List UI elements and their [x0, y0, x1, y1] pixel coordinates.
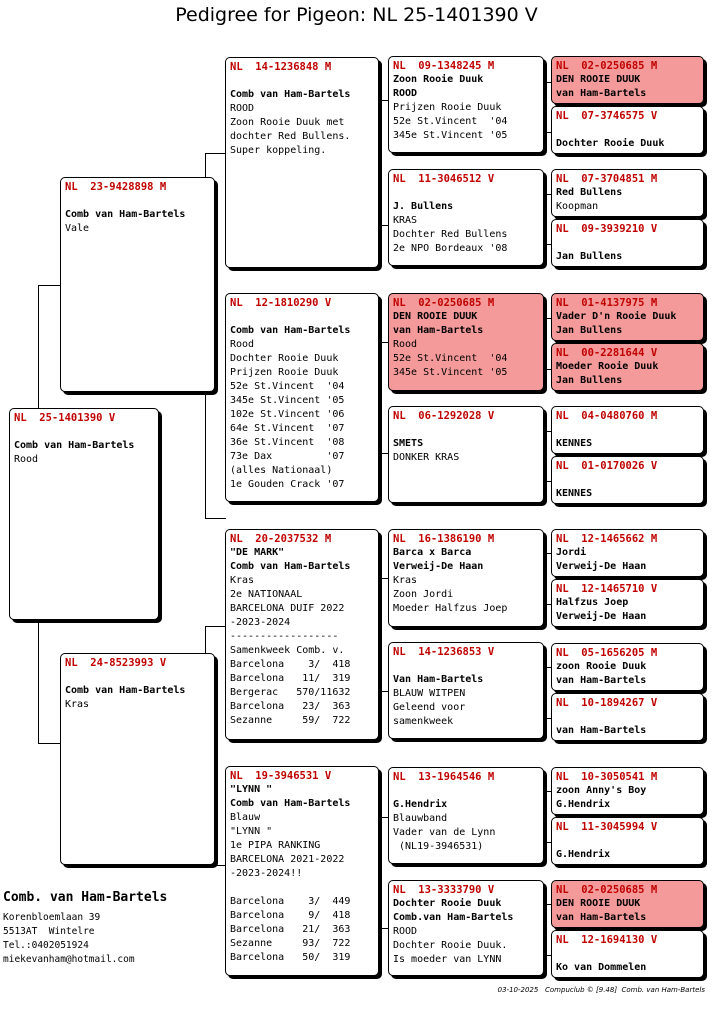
ring-number: NL 04-0480760 M: [556, 410, 658, 422]
ring-number: NL 11-3046512 V: [393, 173, 495, 185]
bird-detail-line: Dochter Red Bullens: [393, 229, 508, 240]
owner-block: [3, 890, 167, 967]
bird-detail-line: Barcelona 9/ 418: [230, 910, 351, 921]
bird-detail-line: [556, 123, 699, 137]
bird-detail-line: Geleend voor: [393, 702, 466, 713]
bird-detail-line: Verweij-De Haan: [393, 561, 484, 572]
bird-detail-line: KENNES: [556, 438, 593, 449]
bird-detail-line: 1e Gouden Crack '07: [230, 479, 345, 490]
bird-card-great-great-grandparent[interactable]: [551, 643, 704, 691]
ring-number: NL 06-1292028 V: [393, 410, 495, 422]
bird-details: [556, 834, 699, 862]
bird-detail-line: -2023-2024!!: [230, 868, 303, 879]
bird-detail-line: Kras: [230, 575, 255, 586]
bird-detail-line: Verweij-De Haan: [556, 611, 647, 622]
bird-detail-line: Samenkweek Comb. v.: [230, 645, 345, 656]
bird-detail-line: zoon Rooie Duuk: [556, 661, 647, 672]
bird-details: [393, 73, 539, 143]
bird-card-great-grandparent[interactable]: [388, 880, 544, 976]
ring-number: NL 13-3333790 V: [393, 884, 495, 896]
ring-number: NL 12-1465662 M: [556, 533, 658, 545]
bird-detail-line: Sezanne 93/ 722: [230, 938, 351, 949]
bird-details: [393, 186, 539, 256]
bird-detail-line: Dochter Rooie Duuk: [230, 353, 339, 364]
bird-detail-line: [556, 834, 699, 848]
bird-detail-line: Comb van Ham-Bartels: [230, 798, 351, 809]
bird-details: [556, 546, 699, 574]
bird-detail-line: 52e St.Vincent '04: [230, 381, 345, 392]
bird-card-great-great-grandparent[interactable]: [551, 529, 704, 577]
ring-number: NL 12-1465710 V: [556, 583, 658, 595]
ring-number: NL 10-3050541 M: [556, 771, 658, 783]
bird-detail-line: Jan Bullens: [556, 375, 623, 386]
bird-detail-line: KRAS: [393, 215, 418, 226]
bird-card-grandparent[interactable]: [225, 293, 379, 502]
ring-number: NL 09-1348245 M: [393, 60, 495, 72]
bird-detail-line: 345e St.Vincent '05: [230, 395, 345, 406]
bird-detail-line: DEN ROOIE DUUK: [393, 311, 478, 322]
bird-detail-line: Dochter Rooie Duuk: [556, 138, 665, 149]
bird-card-great-great-grandparent[interactable]: [551, 817, 704, 865]
bird-detail-line: [393, 423, 539, 437]
bird-details: [556, 123, 699, 151]
bird-details: [14, 425, 154, 467]
bird-detail-line: 36e St.Vincent '08: [230, 437, 345, 448]
bird-card-sire[interactable]: [60, 177, 215, 392]
bird-detail-line: Dochter Rooie Duuk: [393, 898, 502, 909]
bird-detail-line: Barcelona 3/ 418: [230, 659, 351, 670]
bird-detail-line: Jan Bullens: [556, 251, 623, 262]
bird-detail-line: [230, 310, 374, 324]
bird-detail-line: [393, 659, 539, 673]
bird-detail-line: [65, 194, 210, 208]
bird-detail-line: G.Hendrix: [393, 799, 448, 810]
bird-detail-line: BARCELONA 2021-2022: [230, 854, 345, 865]
bird-detail-line: KENNES: [556, 488, 593, 499]
bird-detail-line: [230, 74, 374, 88]
bird-detail-line: [556, 947, 699, 961]
bird-detail-line: 52e St.Vincent '04: [393, 353, 508, 364]
bird-details: [556, 596, 699, 624]
bird-detail-line: van Ham-Bartels: [556, 912, 647, 923]
bird-details: [556, 710, 699, 738]
bird-detail-line: Barcelona 23/ 363: [230, 701, 351, 712]
bird-card-great-great-grandparent[interactable]: [551, 880, 704, 928]
bird-detail-line: Super koppeling.: [230, 145, 327, 156]
bird-card-great-great-grandparent[interactable]: [551, 293, 704, 341]
bird-details: [65, 194, 210, 236]
owner-address: Korenbloemlaan 39: [3, 912, 101, 923]
bird-details: [393, 659, 539, 729]
bird-details: [556, 897, 699, 925]
bird-detail-line: van Ham-Bartels: [556, 725, 647, 736]
bird-detail-line: (NL19-3946531): [393, 841, 484, 852]
bird-detail-line: [556, 473, 699, 487]
bird-detail-line: [556, 710, 699, 724]
bird-detail-line: 64e St.Vincent '07: [230, 423, 345, 434]
ring-number: NL 02-0250685 M: [556, 60, 658, 72]
bird-detail-line: Kras: [393, 575, 418, 586]
bird-detail-line: SMETS: [393, 438, 424, 449]
bird-detail-line: Prijzen Rooie Duuk: [393, 102, 502, 113]
bird-detail-line: van Ham-Bartels: [556, 675, 647, 686]
ring-number: NL 14-1236848 M: [230, 61, 332, 73]
bird-card-great-great-grandparent[interactable]: [551, 169, 704, 217]
bird-detail-line: Kras: [65, 699, 90, 710]
bird-detail-line: 345e St.Vincent '05: [393, 130, 508, 141]
bird-detail-line: Moeder Rooie Duuk: [556, 361, 659, 372]
bird-details: [556, 73, 699, 101]
bird-card-great-great-grandparent[interactable]: [551, 579, 704, 627]
bird-card-great-great-grandparent[interactable]: [551, 693, 704, 741]
bird-detail-line: G.Hendrix: [556, 849, 611, 860]
bird-detail-line: Barcelona 50/ 319: [230, 952, 351, 963]
bird-details: [230, 783, 374, 965]
bird-detail-line: DEN ROOIE DUUK: [556, 74, 641, 85]
bird-detail-line: "LYNN ": [230, 826, 273, 837]
bird-detail-line: Zoon Rooie Duuk: [393, 74, 484, 85]
bird-details: [393, 784, 539, 854]
bird-detail-line: Van Ham-Bartels: [393, 674, 484, 685]
bird-card-great-great-grandparent[interactable]: [551, 56, 704, 104]
ring-number: NL 16-1386190 M: [393, 533, 495, 545]
bird-details: [65, 670, 210, 712]
bird-detail-line: Verweij-De Haan: [556, 561, 647, 572]
bird-detail-line: Barca x Barca: [393, 547, 472, 558]
bird-card-great-great-grandparent[interactable]: [551, 930, 704, 978]
bird-detail-line: [14, 425, 154, 439]
ring-number: NL 25-1401390 V: [14, 412, 116, 424]
bird-detail-line: "DE MARK": [230, 547, 285, 558]
bird-detail-line: Is moeder van LYNN: [393, 954, 502, 965]
bird-detail-line: Blauwband: [393, 813, 448, 824]
bird-detail-line: Zoon Jordi: [393, 589, 454, 600]
bird-details: [556, 360, 699, 388]
bird-detail-line: Blauw: [230, 812, 261, 823]
ring-number: NL 14-1236853 V: [393, 646, 495, 658]
bird-detail-line: -2023-2024: [230, 617, 291, 628]
ring-number: NL 13-1964546 M: [393, 771, 495, 783]
bird-detail-line: Comb van Ham-Bartels: [230, 561, 351, 572]
bird-details: [230, 546, 374, 728]
bird-detail-line: Jan Bullens: [556, 325, 623, 336]
bird-card-great-grandparent[interactable]: [388, 529, 544, 627]
bird-detail-line: Barcelona 3/ 449: [230, 896, 351, 907]
bird-detail-line: BLAUW WITPEN: [393, 688, 466, 699]
bird-card-great-great-grandparent[interactable]: [551, 767, 704, 815]
bird-card-great-grandparent[interactable]: [388, 56, 544, 153]
bird-detail-line: Comb van Ham-Bartels: [14, 440, 135, 451]
bird-detail-line: Vader D'n Rooie Duuk: [556, 311, 677, 322]
bird-details: [556, 310, 699, 338]
bird-detail-line: DEN ROOIE DUUK: [556, 898, 641, 909]
bird-card-subject[interactable]: [9, 408, 159, 620]
bird-detail-line: Zoon Rooie Duuk met: [230, 117, 345, 128]
bird-details: [393, 897, 539, 967]
bird-detail-line: Comb van Ham-Bartels: [230, 325, 351, 336]
bird-detail-line: Barcelona 21/ 363: [230, 924, 351, 935]
bird-detail-line: [393, 784, 539, 798]
bird-card-dam[interactable]: [60, 653, 215, 865]
bird-card-great-grandparent[interactable]: [388, 293, 544, 391]
bird-details: [230, 74, 374, 158]
owner-name: Comb. van Ham-Bartels: [3, 890, 168, 905]
bird-card-great-great-grandparent[interactable]: [551, 219, 704, 267]
bird-detail-line: Rood: [393, 339, 418, 350]
bird-card-great-great-grandparent[interactable]: [551, 406, 704, 454]
bird-detail-line: J. Bullens: [393, 201, 454, 212]
bird-detail-line: dochter Red Bullens.: [230, 131, 351, 142]
bird-detail-line: Rood: [230, 339, 255, 350]
ring-number: NL 20-2037532 M: [230, 533, 332, 545]
bird-detail-line: [393, 186, 539, 200]
footer-credits: 03-10-2025 Compuclub © [9.48] Comb. van Ham-Bartels: [497, 986, 705, 994]
bird-card-grandparent[interactable]: [225, 529, 379, 740]
bird-details: [556, 660, 699, 688]
bird-detail-line: Bergerac 570/11632: [230, 687, 351, 698]
ring-number: NL 12-1810290 V: [230, 297, 332, 309]
bird-card-grandparent[interactable]: [225, 57, 379, 268]
bird-detail-line: van Ham-Bartels: [556, 88, 647, 99]
bird-detail-line: Comb van Ham-Bartels: [230, 89, 351, 100]
bird-details: [230, 310, 374, 492]
bird-detail-line: Comb van Ham-Bartels: [65, 209, 186, 220]
bird-detail-line: Jordi: [556, 547, 587, 558]
ring-number: NL 01-4137975 M: [556, 297, 658, 309]
bird-card-great-grandparent[interactable]: [388, 169, 544, 266]
bird-card-great-great-grandparent[interactable]: [551, 343, 704, 391]
owner-phone: Tel.:0402051924: [3, 940, 89, 951]
bird-detail-line: 52e St.Vincent '04: [393, 116, 508, 127]
bird-detail-line: 345e St.Vincent '05: [393, 367, 508, 378]
bird-detail-line: Barcelona 11/ 319: [230, 673, 351, 684]
bird-detail-line: Comb.van Ham-Bartels: [393, 912, 514, 923]
bird-detail-line: ROOD: [393, 88, 418, 99]
ring-number: NL 10-1894267 V: [556, 697, 658, 709]
bird-detail-line: Red Bullens: [556, 187, 623, 198]
bird-details: [393, 423, 539, 465]
bird-detail-line: 2e NATIONAAL: [230, 589, 303, 600]
ring-number: NL 00-2281644 V: [556, 347, 658, 359]
bird-detail-line: Moeder Halfzus Joep: [393, 603, 508, 614]
bird-card-great-grandparent[interactable]: [388, 642, 544, 739]
bird-detail-line: ROOD: [393, 926, 418, 937]
bird-card-great-grandparent[interactable]: [388, 406, 544, 503]
bird-details: [556, 947, 699, 975]
bird-detail-line: Halfzus Joep: [556, 597, 629, 608]
ring-number: NL 07-3746575 V: [556, 110, 658, 122]
bird-details: [556, 784, 699, 812]
bird-card-grandparent[interactable]: [225, 766, 379, 976]
bird-detail-line: Sezanne 59/ 722: [230, 715, 351, 726]
bird-detail-line: 102e St.Vincent '06: [230, 409, 345, 420]
bird-detail-line: Prijzen Rooie Duuk: [230, 367, 339, 378]
bird-detail-line: van Ham-Bartels: [393, 325, 484, 336]
bird-detail-line: 73e Dax '07: [230, 451, 345, 462]
bird-detail-line: ------------------: [230, 631, 339, 642]
bird-card-great-great-grandparent[interactable]: [551, 456, 704, 504]
bird-detail-line: G.Hendrix: [556, 799, 611, 810]
bird-detail-line: samenkweek: [393, 716, 454, 727]
ring-number: NL 01-0170026 V: [556, 460, 658, 472]
bird-details: [556, 186, 699, 214]
bird-detail-line: (alles Nationaal): [230, 465, 333, 476]
bird-detail-line: Rood: [14, 454, 39, 465]
bird-detail-line: Koopman: [556, 201, 599, 212]
bird-detail-line: 1e PIPA RANKING: [230, 840, 321, 851]
bird-detail-line: DONKER KRAS: [393, 452, 460, 463]
bird-detail-line: "LYNN ": [230, 784, 273, 795]
ring-number: NL 09-3939210 V: [556, 223, 658, 235]
bird-detail-line: Comb van Ham-Bartels: [65, 685, 186, 696]
ring-number: NL 02-0250685 M: [556, 884, 658, 896]
bird-detail-line: zoon Anny's Boy: [556, 785, 647, 796]
bird-card-great-grandparent[interactable]: [388, 767, 544, 864]
ring-number: NL 24-8523993 V: [65, 657, 167, 669]
bird-detail-line: Vale: [65, 223, 90, 234]
bird-detail-line: ROOD: [230, 103, 255, 114]
ring-number: NL 23-9428898 M: [65, 181, 167, 193]
ring-number: NL 02-0250685 M: [393, 297, 495, 309]
bird-details: [556, 473, 699, 501]
bird-details: [393, 310, 539, 380]
bird-details: [556, 423, 699, 451]
bird-details: [393, 546, 539, 616]
bird-detail-line: Dochter Rooie Duuk.: [393, 940, 508, 951]
bird-detail-line: [556, 423, 699, 437]
ring-number: NL 07-3704851 M: [556, 173, 658, 185]
bird-detail-line: Vader van de Lynn: [393, 827, 496, 838]
page-title: Pedigree for Pigeon: NL 25-1401390 V: [175, 4, 538, 26]
bird-detail-line: 2e NPO Bordeaux '08: [393, 243, 508, 254]
bird-details: [556, 236, 699, 264]
ring-number: NL 12-1694130 V: [556, 934, 658, 946]
owner-email[interactable]: miekevanham@hotmail.com: [3, 954, 135, 965]
ring-number: NL 11-3045994 V: [556, 821, 658, 833]
bird-detail-line: BARCELONA DUIF 2022: [230, 603, 345, 614]
bird-detail-line: [65, 670, 210, 684]
ring-number: NL 19-3946531 V: [230, 770, 332, 782]
bird-detail-line: [556, 236, 699, 250]
bird-card-great-great-grandparent[interactable]: [551, 106, 704, 154]
ring-number: NL 05-1656205 M: [556, 647, 658, 659]
bird-detail-line: Ko van Dommelen: [556, 962, 647, 973]
owner-city: 5513AT Wintelre: [3, 926, 95, 937]
bird-detail-line: [230, 881, 374, 895]
